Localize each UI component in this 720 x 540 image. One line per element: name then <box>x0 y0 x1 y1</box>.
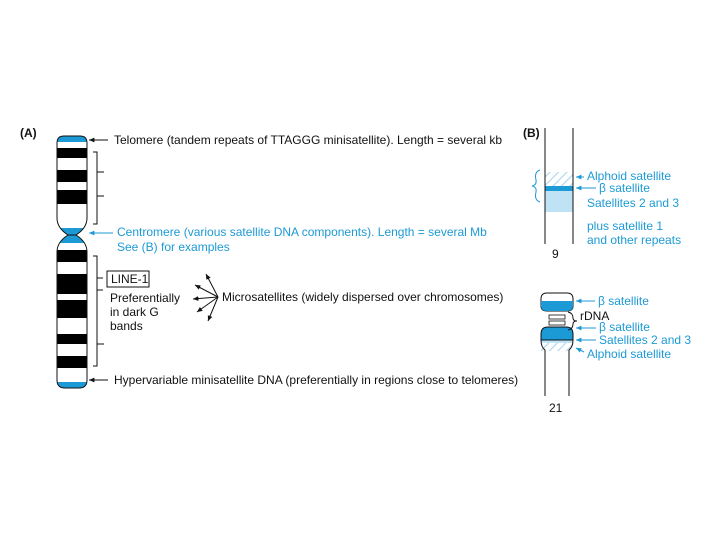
chromosome-9-number: 9 <box>552 247 559 261</box>
line1-label: LINE-1 <box>111 272 149 286</box>
microsatellite-arrows <box>193 274 218 321</box>
centromere-label-1: Centromere (various satellite DNA components). Length = several Mb <box>117 225 487 239</box>
bracket-long-arm <box>93 256 104 366</box>
chromosome-9 <box>532 128 573 244</box>
dark-g-label: in dark G <box>110 305 159 319</box>
microsatellites-label: Microsatellites (widely dispersed over chromosomes) <box>222 290 504 304</box>
alphoid-21-label: Alphoid satellite <box>587 347 672 361</box>
preferentially-label: Preferentially <box>110 291 181 305</box>
beta-21-bottom-label: β satellite <box>599 320 650 334</box>
beta-21-top-label: β satellite <box>598 294 649 308</box>
panel-a-label: (A) <box>20 126 37 140</box>
panel-b-label: (B) <box>523 126 540 140</box>
chromosome-21 <box>541 293 573 396</box>
hypervariable-label: Hypervariable minisatellite DNA (preferentially in regions close to telomeres) <box>114 373 519 387</box>
rdna-label: rDNA <box>580 309 610 323</box>
chromosome-21-number: 21 <box>549 401 563 415</box>
bracket-top-arm <box>93 152 104 224</box>
alphoid-9-label: Alphoid satellite <box>587 169 672 183</box>
bands-label: bands <box>110 319 143 333</box>
beta-9-label: β satellite <box>599 181 650 195</box>
plus-satellite-label: plus satellite 1 <box>587 219 664 233</box>
other-repeats-label: and other repeats <box>587 233 682 247</box>
centromere-label-2: See (B) for examples <box>117 240 230 254</box>
chromosome-a <box>57 136 87 388</box>
telomere-label: Telomere (tandem repeats of TTAGGG minisatellite). Length = several kb <box>114 133 503 147</box>
sat23-9-label: Satellites 2 and 3 <box>587 196 680 210</box>
alphoid-21-arrow <box>576 348 584 352</box>
sat23-21-label: Satellites 2 and 3 <box>599 333 692 347</box>
